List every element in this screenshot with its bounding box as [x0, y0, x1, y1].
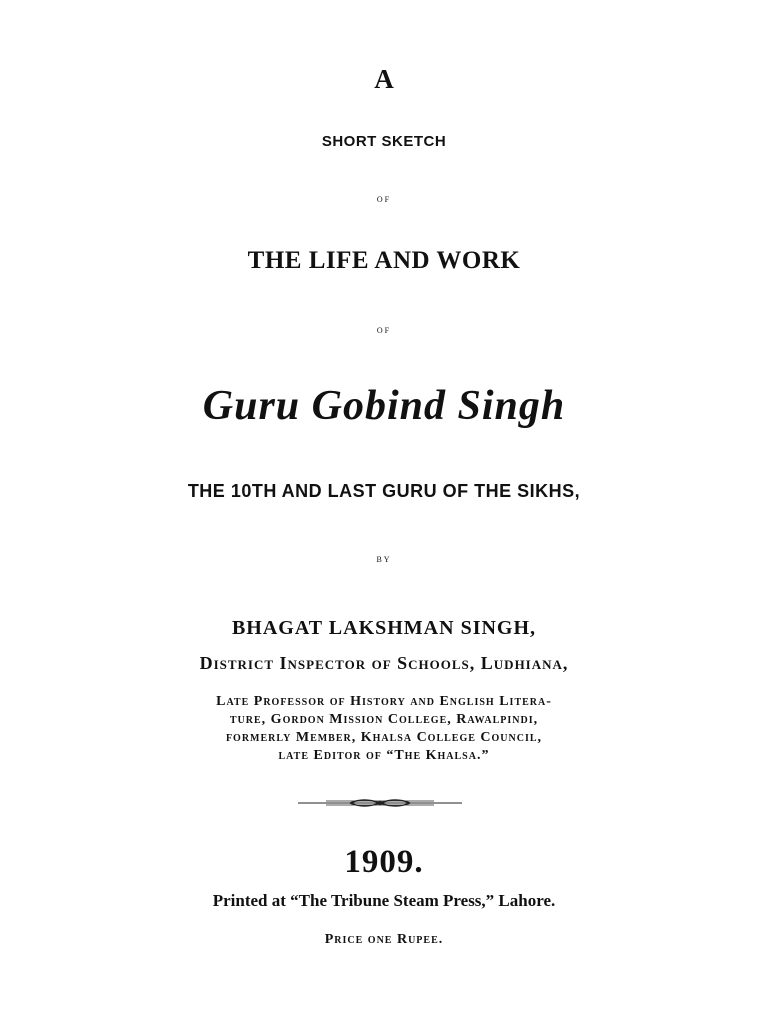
by-connector: BY [376, 555, 392, 564]
price-line: Price one Rupee. [324, 932, 444, 947]
author-position: District Inspector of Schools, Ludhiana, [199, 653, 569, 673]
title-article: A [374, 64, 394, 94]
publication-year: 1909. [344, 844, 424, 880]
author-name: BHAGAT LAKSHMAN SINGH, [231, 617, 537, 639]
printer-line: Printed at “The Tribune Steam Press,” Lahore. [212, 891, 556, 910]
author-credit-line: late Editor of “The Khalsa.” [278, 748, 490, 763]
author-credit-line: Late Professor of History and English Litera- [216, 694, 552, 709]
guru-name-heading: Guru Gobind Singh [202, 383, 566, 429]
subtitle-line: THE 10TH AND LAST GURU OF THE SIKHS, [187, 481, 581, 501]
short-sketch-line: SHORT SKETCH [321, 133, 447, 150]
ornamental-rule [296, 796, 464, 810]
life-and-work-heading: THE LIFE AND WORK [247, 247, 521, 274]
author-credit-line: formerly Member, Khalsa College Council, [225, 730, 543, 745]
of-connector-2: OF [376, 326, 392, 335]
author-credit-line: ture, Gordon Mission College, Rawalpindi, [229, 712, 539, 727]
of-connector-1: OF [376, 195, 392, 204]
